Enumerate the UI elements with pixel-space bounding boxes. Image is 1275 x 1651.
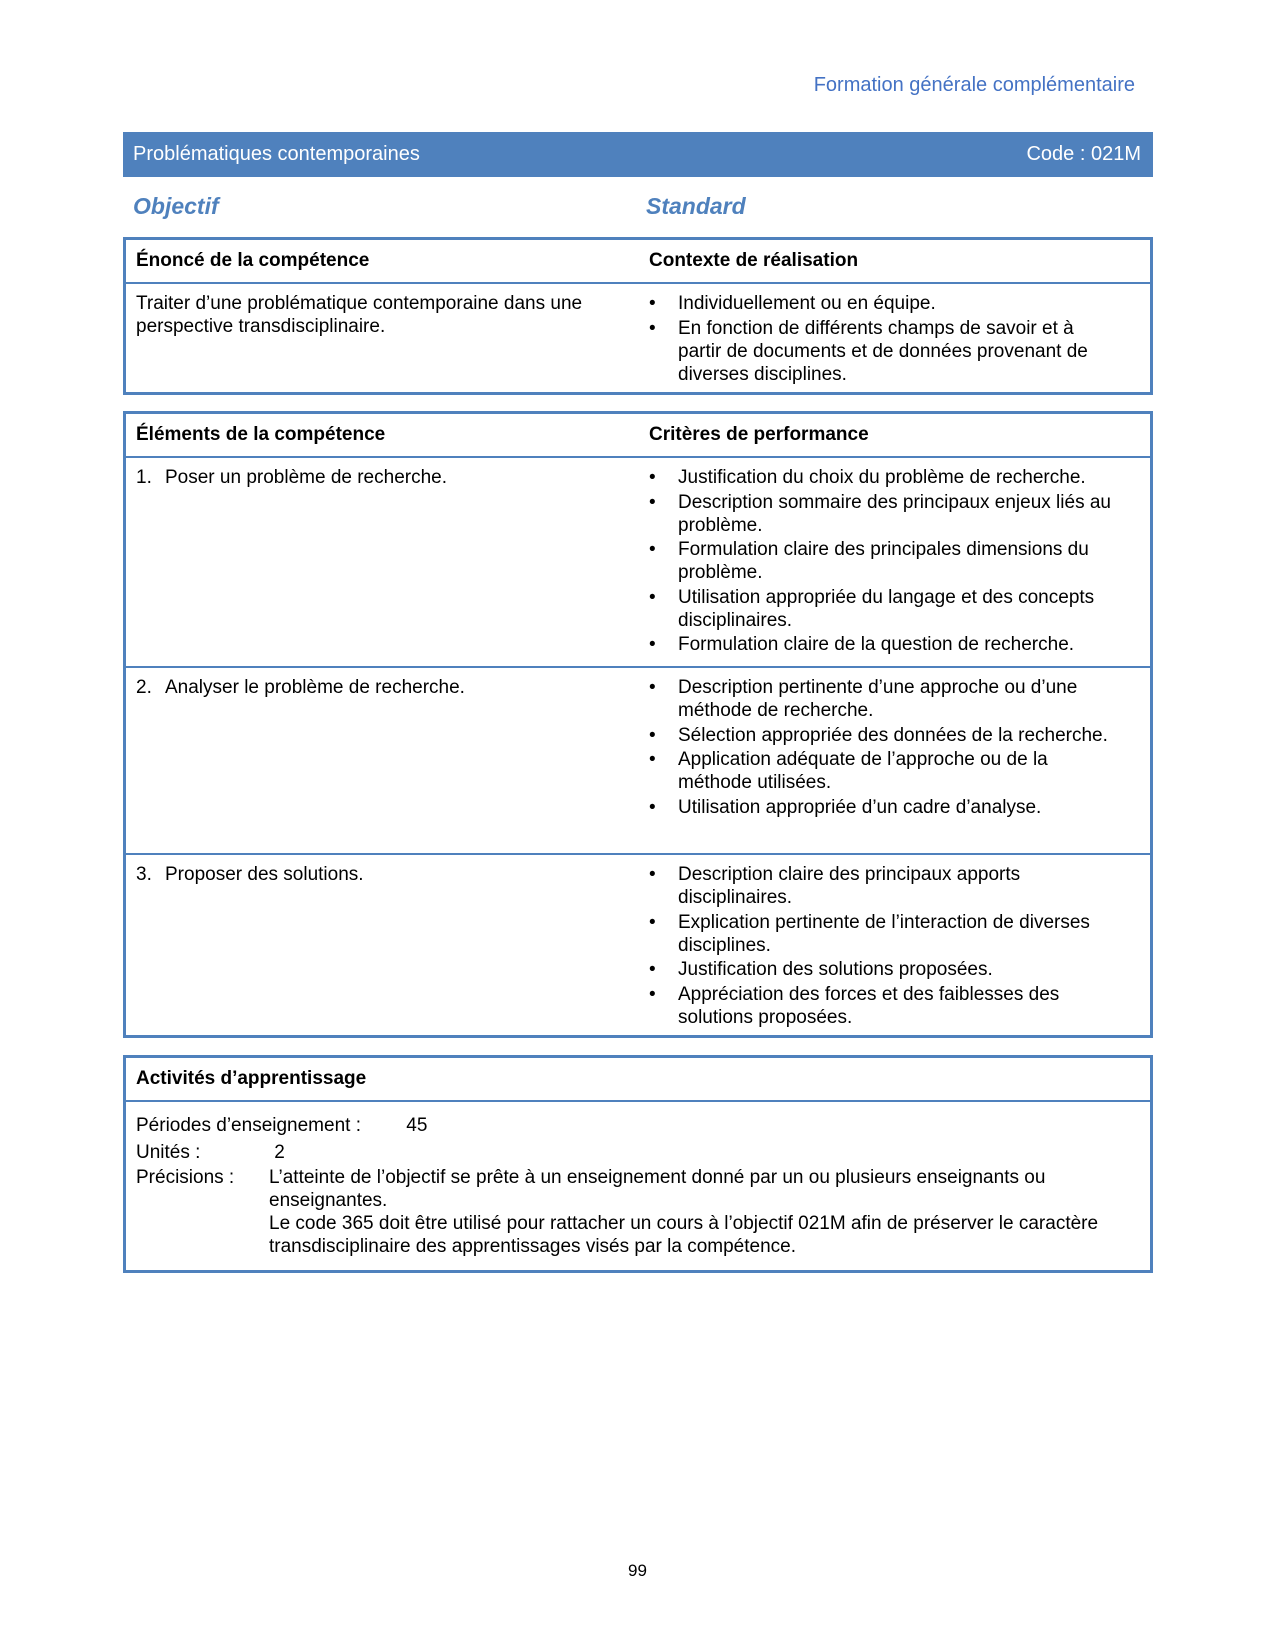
criteria-list: [649, 466, 1119, 656]
precisions-paragraph-1: L’atteinte de l’objectif se prête à un enseignement donné par un ou plusieurs enseignants ou enseignantes.: [269, 1167, 1046, 1211]
element-row-3: [126, 853, 1150, 1041]
list-item: • Formulation claire de la question de recherche.: [649, 633, 1119, 656]
list-item: • Explication pertinente de l’interaction de diverses disciplines.: [649, 911, 1119, 957]
list-item: • En fonction de différents champs de savoir et à partir de documents et de données provenant de diverses disciplines.: [649, 317, 1119, 386]
element-label: [136, 466, 626, 489]
course-title: Problématiques contemporaines: [133, 143, 420, 165]
precisions-label: Précisions :: [136, 1167, 235, 1188]
competence-box: [123, 237, 1153, 395]
element-row-1: [126, 458, 1150, 666]
element-text: Proposer des solutions.: [165, 864, 364, 885]
element-number: 1.: [136, 467, 152, 488]
element-label: [136, 676, 626, 699]
standard-heading: Standard: [646, 193, 746, 219]
element-number: 3.: [136, 864, 152, 885]
list-item: • Formulation claire des principales dimensions du problème.: [649, 538, 1119, 584]
list-item: • Description claire des principaux apports disciplinaires.: [649, 863, 1119, 909]
element-text: Poser un problème de recherche.: [165, 467, 447, 488]
list-item: • Individuellement ou en équipe.: [649, 292, 1119, 315]
element-number: 2.: [136, 677, 152, 698]
list-item: • Sélection appropriée des données de la recherche.: [649, 724, 1119, 747]
activities-header: [126, 1058, 1150, 1102]
competence-header-right: Contexte de réalisation: [649, 250, 859, 271]
elements-box: [123, 411, 1153, 1038]
course-banner: [123, 132, 1153, 177]
activities-box: [123, 1055, 1153, 1273]
units-value: 2: [274, 1142, 285, 1163]
competence-header-left: Énoncé de la compétence: [136, 250, 370, 271]
element-text: Analyser le problème de recherche.: [165, 677, 465, 698]
elements-header: [126, 414, 1150, 458]
list-item: • Justification du choix du problème de recherche.: [649, 466, 1119, 489]
column-subheads: [133, 193, 1133, 223]
list-item: • Appréciation des forces et des faiblesses des solutions proposées.: [649, 983, 1119, 1029]
competence-row: [126, 284, 1150, 392]
list-item: • Justification des solutions proposées.: [649, 958, 1119, 981]
elements-header-left: Éléments de la compétence: [136, 424, 386, 445]
periods-value: 45: [406, 1115, 428, 1136]
document-section-title: Formation générale complémentaire: [813, 74, 1135, 96]
course-code: Code : 021M: [1026, 143, 1141, 165]
list-item: • Description sommaire des principaux enjeux liés au problème.: [649, 491, 1119, 537]
competence-header: [126, 240, 1150, 284]
context-list: [649, 292, 1119, 386]
precisions-paragraph-2: Le code 365 doit être utilisé pour rattacher un cours à l’objectif 021M afin de préserver le caractère transdisciplinaire des apprentissages visés par la compétence.: [269, 1213, 1099, 1257]
list-item: • Application adéquate de l’approche ou de la méthode utilisées.: [649, 748, 1119, 794]
element-label: [136, 863, 626, 886]
competence-statement: Traiter d’une problématique contemporaine dans une perspective transdisciplinaire.: [136, 293, 583, 337]
objective-heading: Objectif: [133, 193, 219, 219]
units-label: Unités :: [136, 1142, 201, 1163]
list-item: • Description pertinente d’une approche ou d’une méthode de recherche.: [649, 676, 1119, 722]
list-item: • Utilisation appropriée d’un cadre d’analyse.: [649, 796, 1119, 819]
units-line: [136, 1141, 285, 1164]
elements-header-right: Critères de performance: [649, 424, 869, 445]
periods-line: [136, 1114, 427, 1137]
page-number: 99: [628, 1561, 647, 1580]
criteria-list: [649, 676, 1119, 819]
list-item: • Utilisation appropriée du langage et des concepts disciplinaires.: [649, 586, 1119, 632]
periods-label: Périodes d’enseignement :: [136, 1115, 361, 1136]
element-row-2: [126, 666, 1150, 853]
criteria-list: [649, 863, 1119, 1029]
activities-header-label: Activités d’apprentissage: [136, 1068, 367, 1089]
